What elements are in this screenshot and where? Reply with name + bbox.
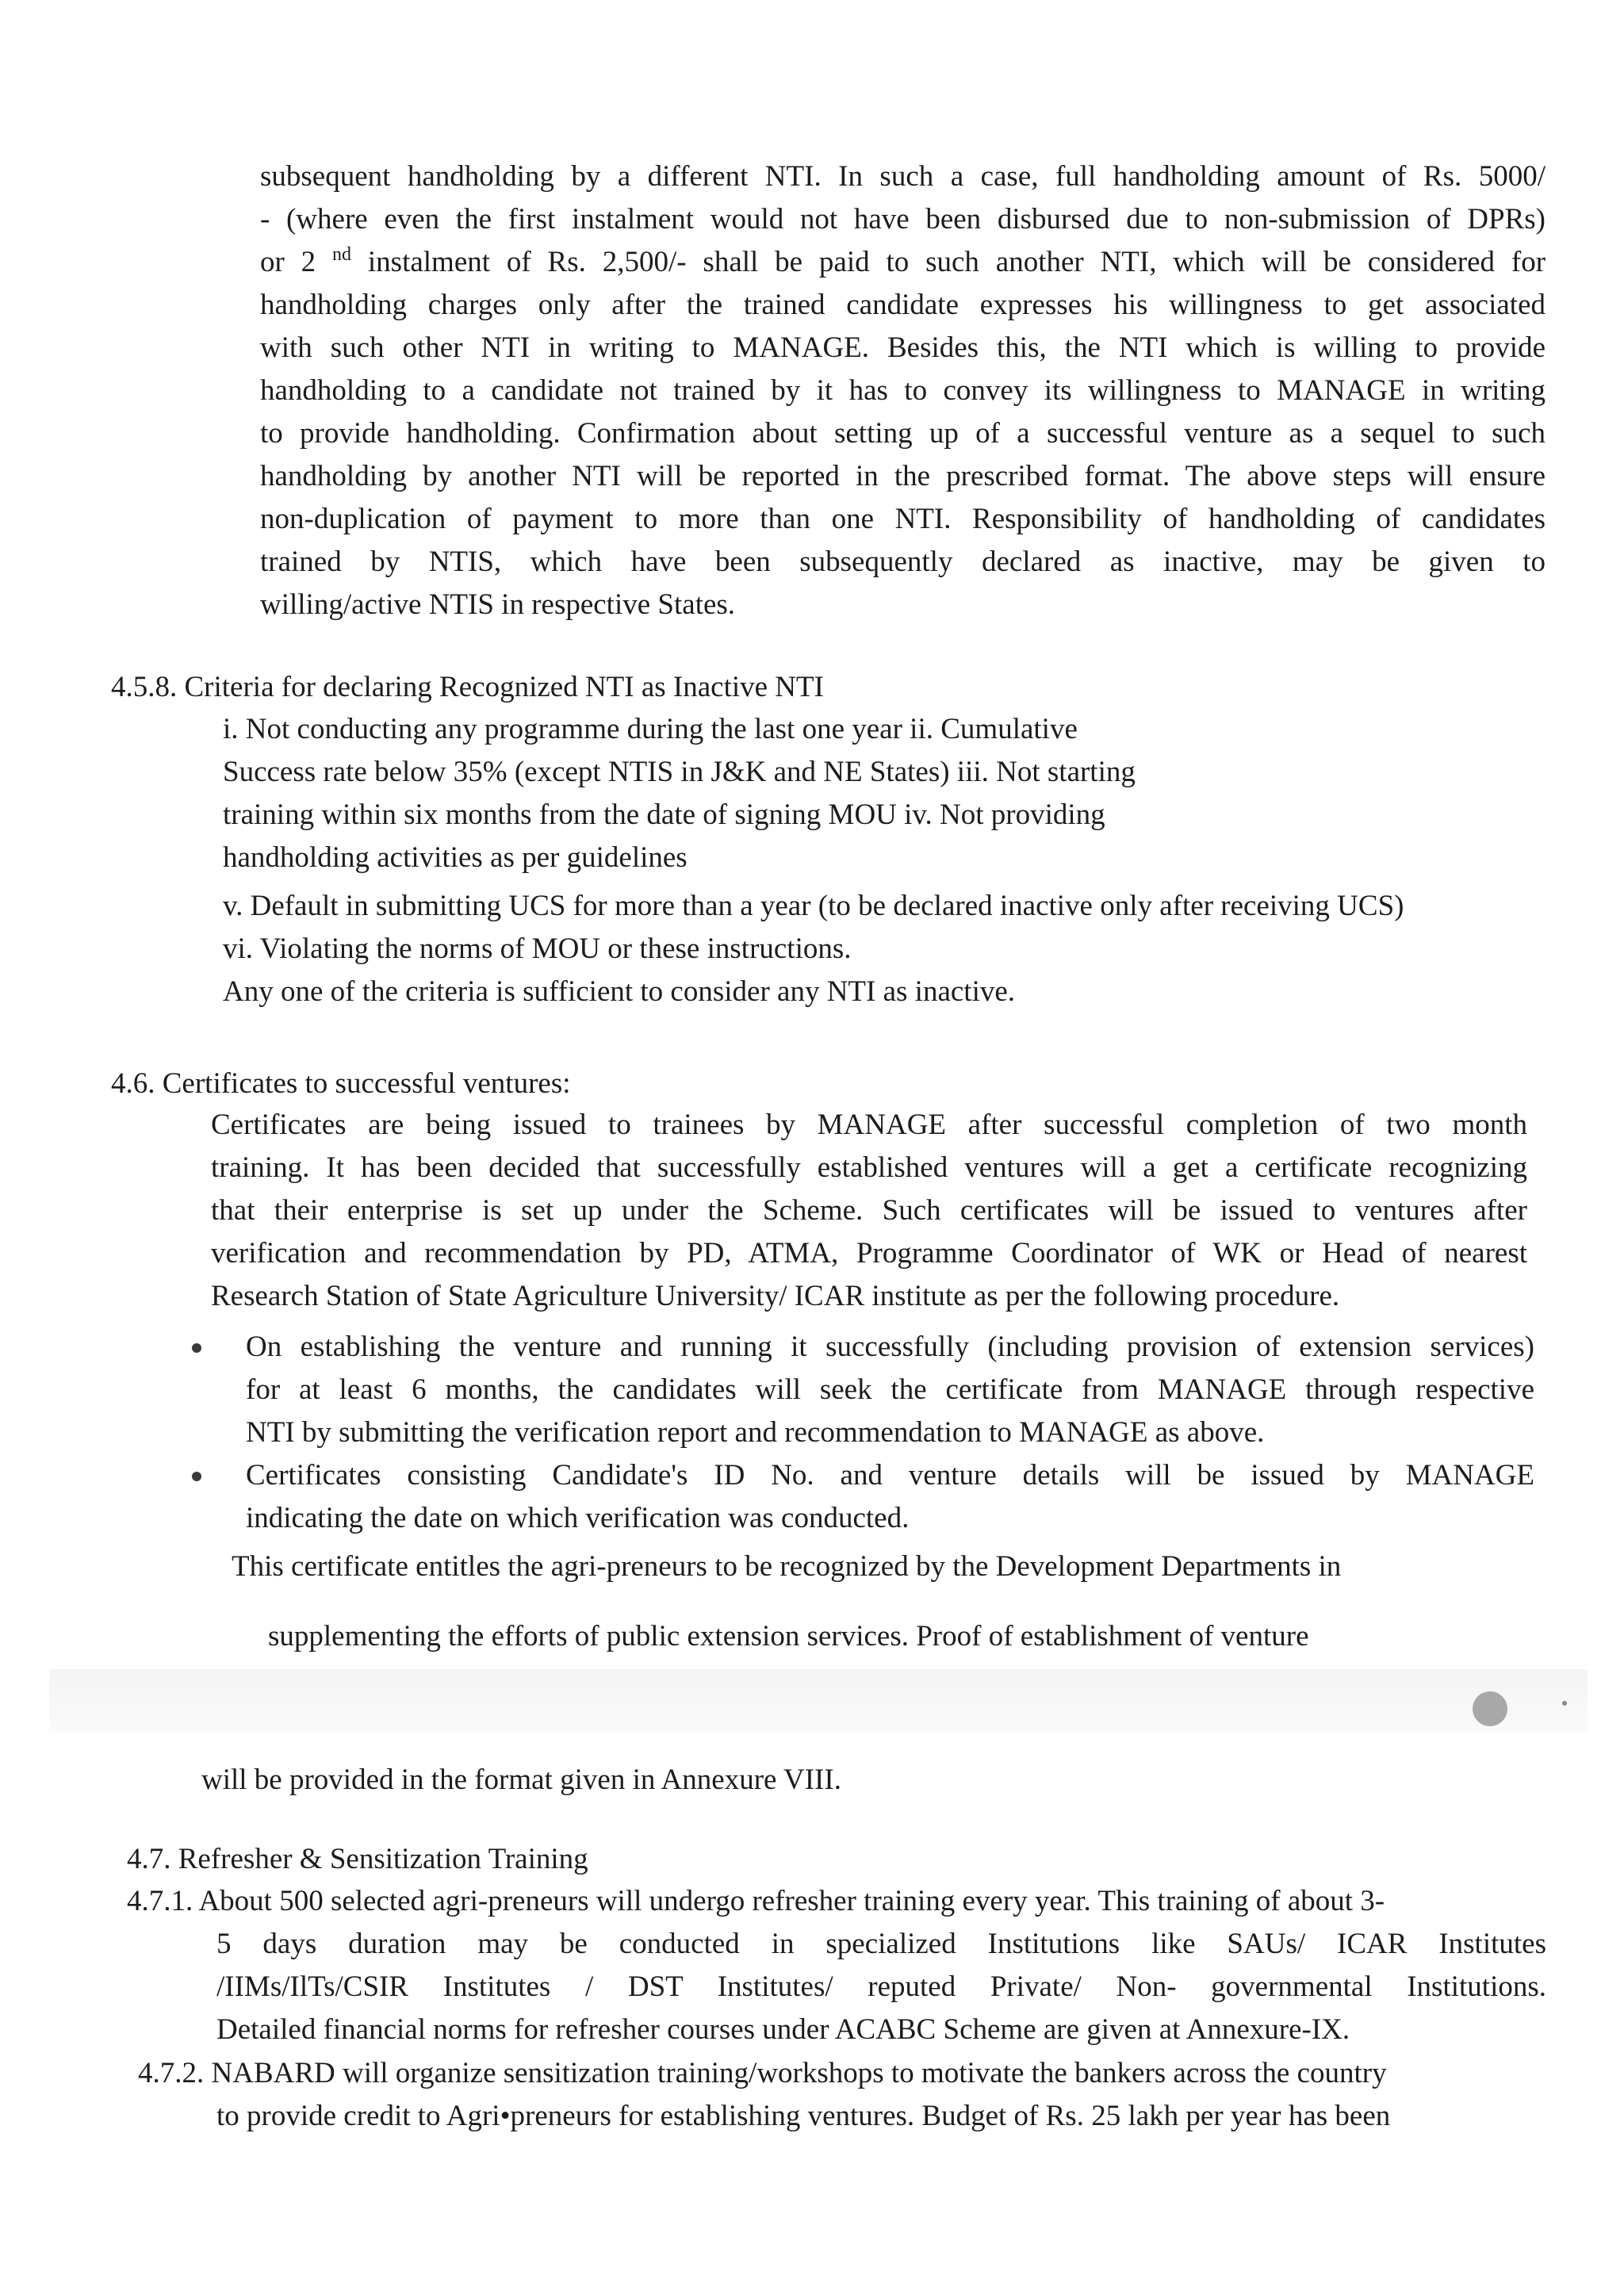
- item-4-7-1: [127, 1880, 1546, 1923]
- section-heading-4-6: 4.6. Certificates to successful ventures:: [111, 1067, 571, 1100]
- paragraph-handholding: [260, 155, 1545, 626]
- text-line: for at least 6 months, the candidates will seek the certificate from MANAGE through respective: [246, 1373, 1534, 1406]
- text-line: or 2 $^{nd}$ instalment of Rs. 2,500/- shall be paid to such another NTI, which will be considered for: [260, 244, 1546, 278]
- text-line: indicating the date on which verification was conducted.: [246, 1502, 910, 1534]
- text-line: handholding to a candidate not trained by it has to convey its willingness to MANAGE in writing: [260, 374, 1545, 407]
- text-line: 5 days duration may be conducted in specialized Institutions like SAUs/ ICAR Institutes: [216, 1928, 1546, 1960]
- text-line: 4.7.2. NABARD will organize sensitization training/workshops to motivate the bankers across the country: [138, 2057, 1387, 2089]
- text-line: Certificates are being issued to trainees by MANAGE after successful completion of two month: [211, 1109, 1527, 1141]
- text-line: handholding by another NTI will be reported in the prescribed format. The above steps will ensure: [260, 460, 1545, 492]
- text-line: /IIMs/IlTs/CSIR Institutes / DST Institutes/ reputed Private/ Non- governmental Institutions.: [216, 1970, 1546, 2003]
- text-line: training within six months from the date of signing MOU iv. Not providing: [223, 798, 1105, 831]
- criteria-list: [223, 708, 1571, 879]
- text-line: vi. Violating the norms of MOU or these instructions.: [223, 933, 852, 965]
- text-line: 4.7.1. About 500 selected agri-preneurs will undergo refresher training every year. This training of about 3-: [127, 1885, 1385, 1917]
- text-line: Success rate below 35% (except NTIS in J&K and NE States) iii. Not starting: [223, 756, 1136, 788]
- text-line: that their enterprise is set up under the Scheme. Such certificates will be issued to ventures after: [211, 1194, 1527, 1227]
- section-heading-4-7: 4.7. Refresher & Sensitization Training: [127, 1843, 588, 1875]
- text-line: willing/active NTIS in respective States.: [260, 588, 736, 621]
- punch-hole-mark: [1473, 1691, 1507, 1726]
- item-4-7-1-continued: [216, 1923, 1546, 2051]
- text-line: handholding charges only after the trained candidate expresses his willingness to get associated: [260, 289, 1545, 321]
- text-line: On establishing the venture and running it successfully (including provision of extension services): [246, 1331, 1534, 1363]
- bullet-icon: [192, 1472, 201, 1481]
- closing-line: This certificate entitles the agri-preneurs to be recognized by the Development Departments in: [232, 1550, 1342, 1583]
- bullet-icon: [192, 1343, 201, 1353]
- text-line: i. Not conducting any programme during the last one year ii. Cumulative: [223, 713, 1078, 745]
- bullet-item: [246, 1326, 1534, 1454]
- text-line: trained by NTIS, which have been subsequently declared as inactive, may be given to: [260, 546, 1545, 578]
- scan-band: [49, 1669, 1588, 1733]
- text-line: subsequent handholding by a different NTI. In such a case, full handholding amount of Rs. 5000/: [260, 160, 1545, 193]
- item-4-7-2-continued: [216, 2095, 1546, 2138]
- text-line: to provide handholding. Confirmation about setting up of a successful venture as a sequel to such: [260, 417, 1545, 450]
- closing-line: will be provided in the format given in Annexure VIII.: [201, 1764, 841, 1796]
- paragraph-certificates: [211, 1104, 1527, 1318]
- text-line: handholding activities as per guidelines: [223, 841, 688, 874]
- text-line: to provide credit to Agri•preneurs for establishing ventures. Budget of Rs. 25 lakh per year has been: [216, 2100, 1391, 2132]
- bullet-item: [246, 1454, 1534, 1540]
- text-line: NTI by submitting the verification report and recommendation to MANAGE as above.: [246, 1416, 1265, 1449]
- text-line: v. Default in submitting UCS for more than a year (to be declared inactive only after receiving UCS): [223, 890, 1404, 922]
- superscript: nd: [332, 244, 352, 265]
- criteria-list-continued: [223, 885, 1571, 1013]
- scan-speck: [1562, 1701, 1567, 1706]
- text-line: Detailed financial norms for refresher courses under ACABC Scheme are given at Annexure-IX.: [216, 2013, 1350, 2046]
- text-line: Research Station of State Agriculture University/ ICAR institute as per the following procedure.: [211, 1280, 1340, 1312]
- text-line: Certificates consisting Candidate's ID No. and venture details will be issued by MANAGE: [246, 1459, 1534, 1492]
- text-line: with such other NTI in writing to MANAGE. Besides this, the NTI which is willing to provide: [260, 331, 1545, 364]
- text-line: - (where even the first instalment would not have been disbursed due to non-submission of DPRs): [260, 203, 1545, 236]
- item-4-7-2: [138, 2052, 1546, 2095]
- text-line: verification and recommendation by PD, ATMA, Programme Coordinator of WK or Head of nearest: [211, 1237, 1527, 1270]
- section-heading-4-5-8: 4.5.8. Criteria for declaring Recognized NTI as Inactive NTI: [111, 671, 824, 703]
- closing-line: supplementing the efforts of public extension services. Proof of establishment of venture: [268, 1620, 1309, 1653]
- text-line: Any one of the criteria is sufficient to consider any NTI as inactive.: [223, 975, 1016, 1008]
- text-line: non-duplication of payment to more than one NTI. Responsibility of handholding of candidates: [260, 503, 1545, 535]
- text-line: training. It has been decided that successfully established ventures will a get a certificate recognizing: [211, 1151, 1527, 1184]
